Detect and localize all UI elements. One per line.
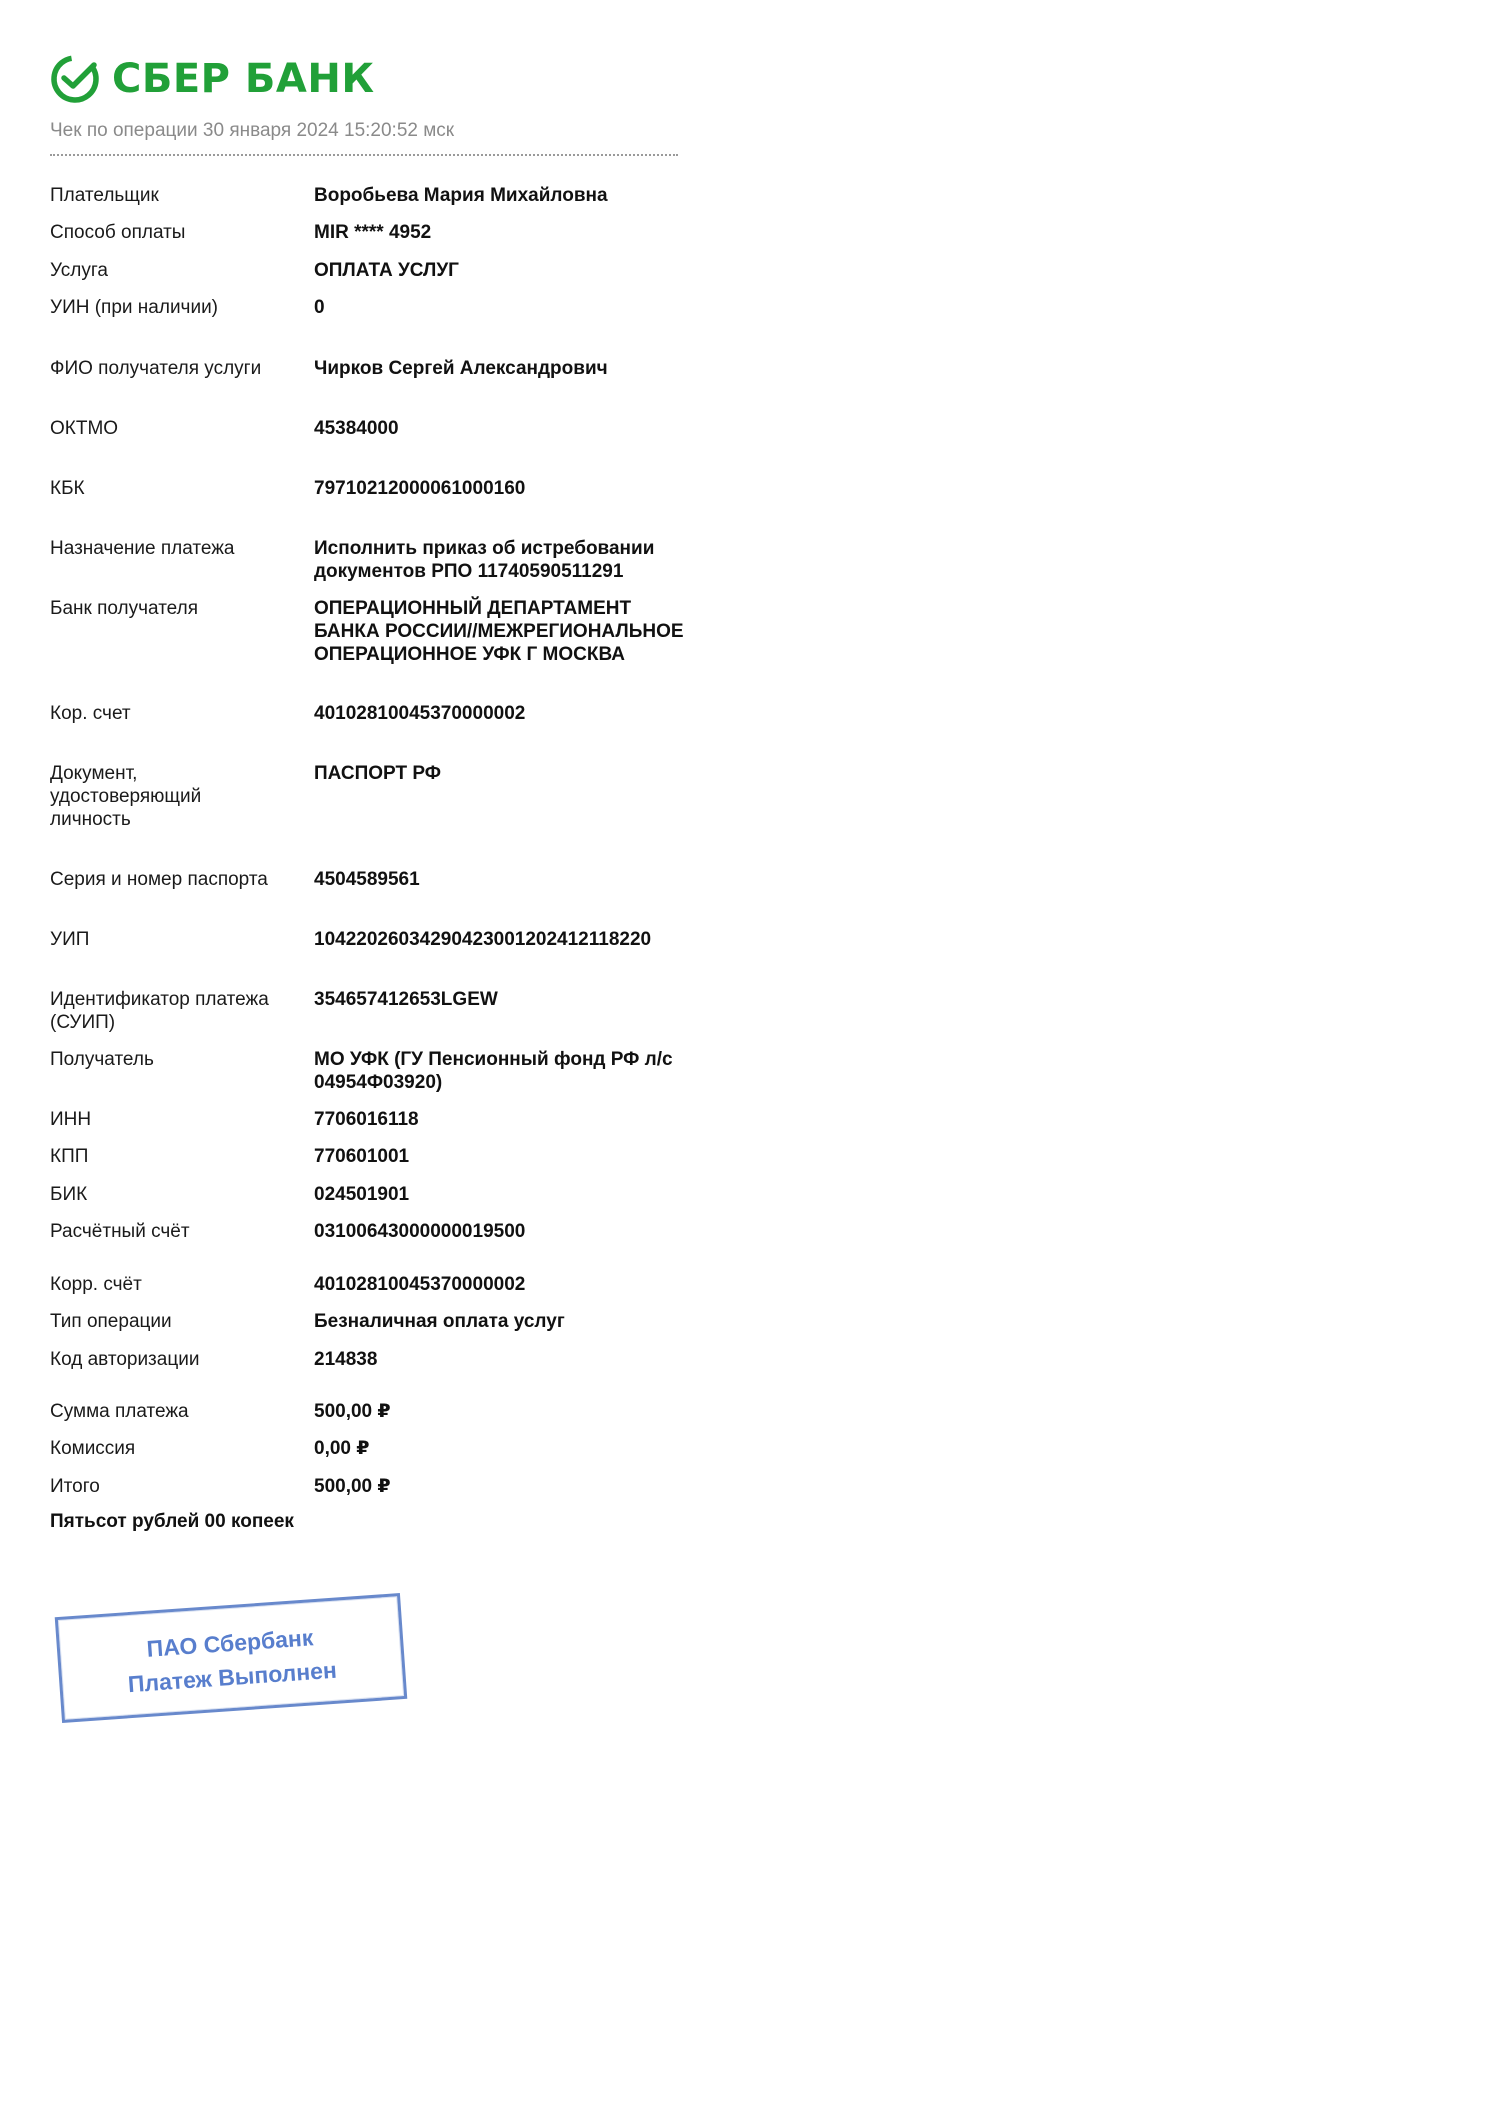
row-label: Комиссия <box>50 1438 136 1459</box>
row-label: Банк получателя <box>50 598 198 619</box>
row-value: 024501901 <box>314 1184 410 1205</box>
row-label: Идентификатор платежа (СУИП) <box>50 989 269 1033</box>
receipt-subtitle: Чек по операции 30 января 2024 15:20:52 мск <box>50 120 455 141</box>
row-value: МО УФК (ГУ Пенсионный фонд РФ л/с 04954Ф03920) <box>314 1049 673 1093</box>
row-label: Получатель <box>50 1049 154 1070</box>
row-value: 03100643000000019500 <box>314 1221 526 1242</box>
receipt <box>50 52 690 1532</box>
row-label: Сумма платежа <box>50 1401 189 1422</box>
dotted-divider <box>50 154 678 156</box>
row-value: 79710212000061000160 <box>314 478 526 499</box>
row-value: MIR **** 4952 <box>314 222 432 243</box>
row-value: 4504589561 <box>314 869 420 890</box>
row-value: 40102810045370000002 <box>314 1274 526 1295</box>
payment-stamp <box>55 1593 408 1723</box>
row-label: Тип операции <box>50 1311 172 1332</box>
row-value: 10422026034290423001202412118220 <box>314 929 652 950</box>
row-value: ПАСПОРТ РФ <box>314 763 442 784</box>
sber-check-icon <box>50 54 100 104</box>
row-label: Серия и номер паспорта <box>50 869 268 890</box>
row-value: 354657412653LGEW <box>314 989 498 1010</box>
row-label: Кор. счет <box>50 703 131 724</box>
row-label: ИНН <box>50 1109 92 1130</box>
row-value: Чирков Сергей Александрович <box>314 358 608 379</box>
row-value: 45384000 <box>314 418 399 439</box>
amount-in-words: Пятьсот рублей 00 копеек <box>50 1511 294 1532</box>
row-value: Воробьева Мария Михайловна <box>314 185 608 206</box>
stamp-line-bank: ПАО Сбербанк <box>145 1624 315 1662</box>
row-label: Способ оплаты <box>50 222 186 243</box>
row-value: 0,00 ₽ <box>314 1438 370 1459</box>
row-label: Расчётный счёт <box>50 1221 190 1242</box>
row-label: ФИО получателя услуги <box>50 358 262 379</box>
row-label: Корр. счёт <box>50 1274 142 1295</box>
row-label: ОКТМО <box>50 418 119 439</box>
row-value: 214838 <box>314 1349 378 1370</box>
row-label: Плательщик <box>50 185 159 206</box>
row-label: Услуга <box>50 260 108 281</box>
row-value: 40102810045370000002 <box>314 703 526 724</box>
row-label: БИК <box>50 1184 88 1205</box>
row-value: Безналичная оплата услуг <box>314 1311 565 1332</box>
row-value: Исполнить приказ об истребовании документов РПО 11740590511291 <box>314 538 655 582</box>
row-label: УИН (при наличии) <box>50 297 219 318</box>
row-label: Назначение платежа <box>50 538 235 559</box>
row-label: Итого <box>50 1476 100 1497</box>
row-label: УИП <box>50 929 90 950</box>
row-value: ОПЕРАЦИОННЫЙ ДЕПАРТАМЕНТ БАНКА РОССИИ//МЕЖРЕГИОНАЛЬНОЕ ОПЕРАЦИОННОЕ УФК Г МОСКВА <box>314 598 684 665</box>
row-label: Документ, удостоверяющий личность <box>50 763 202 830</box>
row-value: ОПЛАТА УСЛУГ <box>314 260 459 281</box>
row-label: КБК <box>50 478 85 499</box>
stamp-line-status: Платеж Выполнен <box>127 1656 338 1698</box>
row-value: 770601001 <box>314 1146 410 1167</box>
row-value: 7706016118 <box>314 1109 419 1130</box>
logo-text: СБЕР БАНК <box>112 56 375 102</box>
row-label: Код авторизации <box>50 1349 200 1370</box>
row-value: 500,00 ₽ <box>314 1476 391 1497</box>
sber-logo <box>50 52 690 106</box>
row-value: 0 <box>314 297 325 318</box>
row-label: КПП <box>50 1146 89 1167</box>
row-value: 500,00 ₽ <box>314 1401 391 1422</box>
